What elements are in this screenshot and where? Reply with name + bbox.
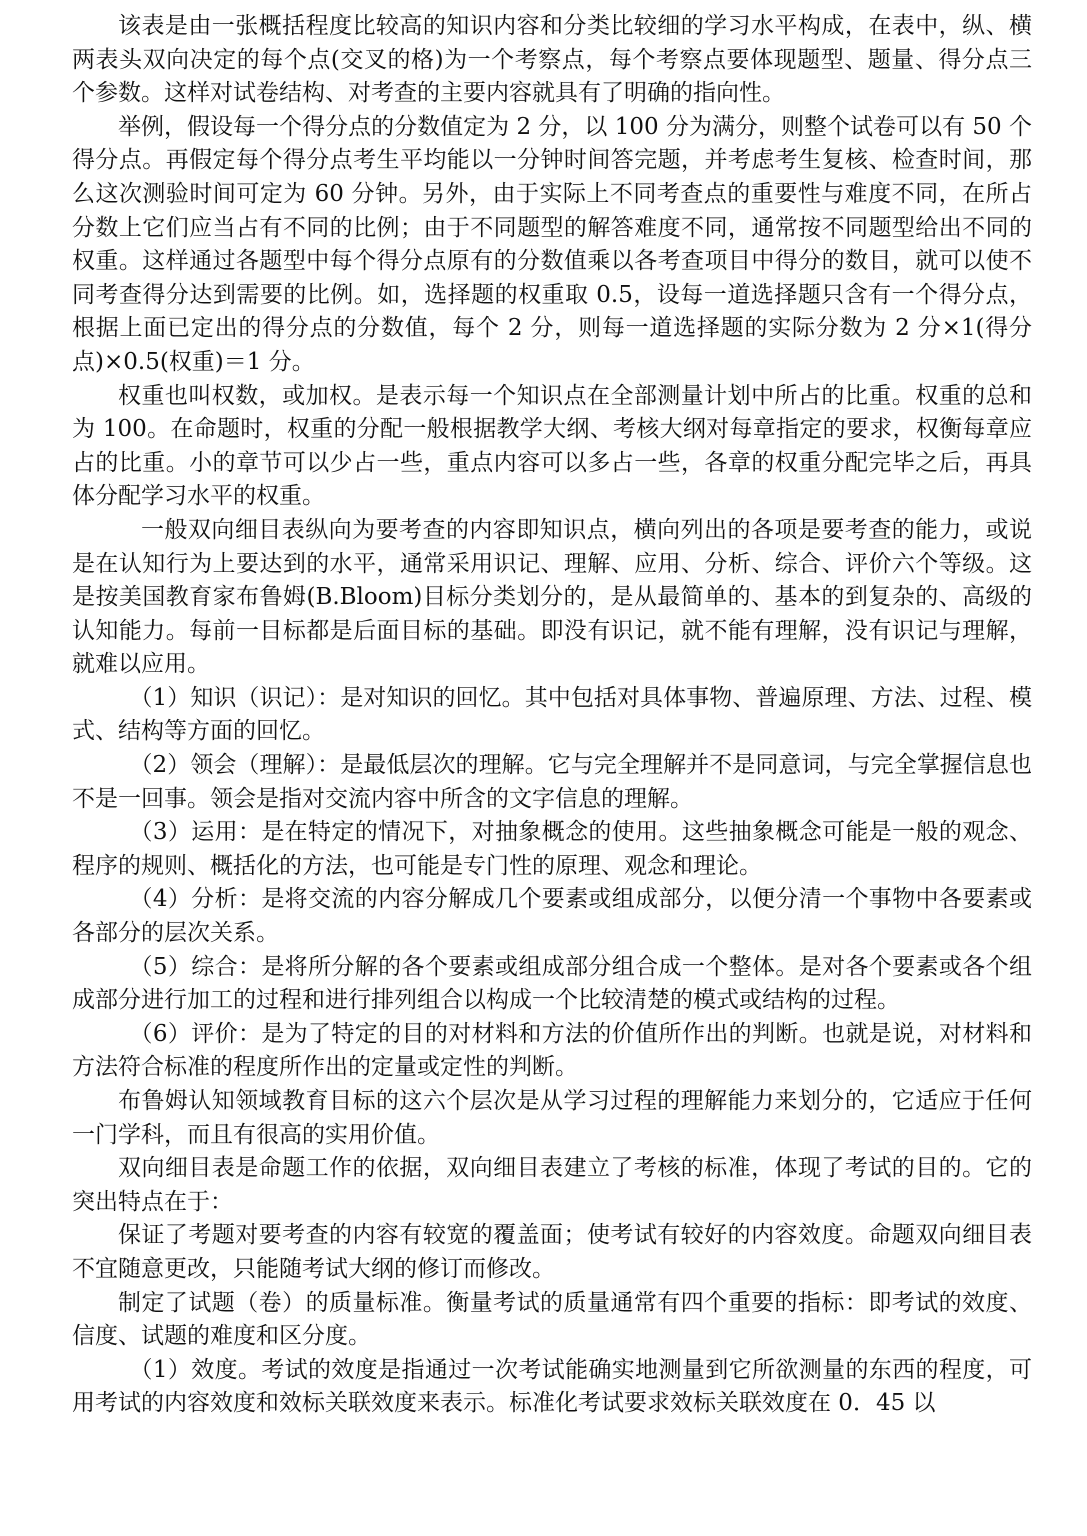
paragraph-table-description: 该表是由一张概括程度比较高的知识内容和分类比较细的学习水平构成，在表中，纵、横两表头双向决定的每个点(交叉的格)为一个考察点，每个考察点要体现题型、题量、得分点三个参数。这样对试卷结构、对考查的主要内容就具有了明确的指向性。: [72, 13, 1032, 107]
paragraph-level-synthesis: （5）综合：是将所分解的各个要素或组成部分组合成一个整体。是对各个要素或各个组成部分进行加工的过程和进行排列组合以构成一个比较清楚的模式或结构的过程。: [72, 953, 1032, 1014]
paragraph-level-evaluation: （6）评价：是为了特定的目的对材料和方法的价值所作出的判断。也就是说，对材料和方法符合标准的程度所作出的定量或定性的判断。: [72, 1020, 1032, 1081]
paragraph-level-application: （3）运用：是在特定的情况下，对抽象概念的使用。这些抽象概念可能是一般的观念、程序的规则、概括化的方法，也可能是专门性的原理、观念和理论。: [72, 819, 1032, 879]
paragraph-level-analysis: （4）分析：是将交流的内容分解成几个要素或组成部分，以便分清一个事物中各要素或各部分的层次关系。: [72, 886, 1032, 947]
paragraph-two-way-table: 一般双向细目表纵向为要考查的内容即知识点，横向列出的各项是要考查的能力，或说是在认知行为上要达到的水平，通常采用识记、理解、应用、分析、综合、评价六个等级。这是按美国教育家布鲁姆(B.Bloom)目标分类划分的，是从最简单的、基本的到复杂的、高级的认知能力。每前一目标都是后面目标的基础。即没有识记，就不能有理解，没有识记与理解，就难以应用。: [72, 516, 1032, 678]
paragraph-bloom-summary: 布鲁姆认知领域教育目标的这六个层次是从学习过程的理解能力来划分的，它适应于任何一门学科，而且有很高的实用价值。: [72, 1088, 1032, 1148]
paragraph-weight: 权重也叫权数，或加权。是表示每一个知识点在全部测量计划中所占的比重。权重的总和为 100。在命题时，权重的分配一般根据教学大纲、考核大纲对每章指定的要求，权衡每章应占的比重。小的章节可以少占一些，重点内容可以多占一些，各章的权重分配完毕之后，再具体分配学习水平的权重。: [72, 382, 1032, 510]
paragraph-validity: （1）效度。考试的效度是指通过一次考试能确实地测量到它所欲测量的东西的程度，可用考试的内容效度和效标关联效度来表示。标准化考试要求效标关联效度在 0．45 以: [72, 1356, 1032, 1417]
paragraph-quality-standard: 制定了试题（卷）的质量标准。衡量考试的质量通常有四个重要的指标：即考试的效度、信度、试题的难度和区分度。: [72, 1289, 1032, 1350]
paragraph-level-knowledge: （1）知识（识记）：是对知识的回忆。其中包括对具体事物、普遍原理、方法、过程、模式、结构等方面的回忆。: [72, 684, 1032, 745]
document-body: [72, 10, 1032, 1421]
paragraph-level-comprehension: （2）领会（理解）：是最低层次的理解。它与完全理解并不是同意词，与完全掌握信息也不是一回事。领会是指对交流内容中所含的文字信息的理解。: [72, 752, 1032, 812]
paragraph-table-basis: 双向细目表是命题工作的依据，双向细目表建立了考核的标准，体现了考试的目的。它的突出特点在于：: [72, 1155, 1032, 1215]
paragraph-coverage: 保证了考题对要考查的内容有较宽的覆盖面；使考试有较好的内容效度。命题双向细目表不宜随意更改，只能随考试大纲的修订而修改。: [72, 1222, 1032, 1282]
paragraph-example: 举例，假设每一个得分点的分数值定为 2 分，以 100 分为满分，则整个试卷可以有 50 个得分点。再假定每个得分点考生平均能以一分钟时间答完题，并考虑考生复核、检查时间，那么这次测验时间可定为 60 分钟。另外，由于实际上不同考查点的重要性与难度不同，在所占分数上它们应当占有不同的比例；由于不同题型的解答难度不同，通常按不同题型给出不同的权重。这样通过各题型中每个得分点原有的分数值乘以各考查项目中得分的数目，就可以使不同考查得分达到需要的比例。如，选择题的权重取 0.5，设每一道选择题只含有一个得分点，根据上面已定出的得分点的分数值，每个 2 分，则每一道选择题的实际分数为 2 分×1(得分点)×0.5(权重)＝1 分。: [72, 113, 1032, 375]
